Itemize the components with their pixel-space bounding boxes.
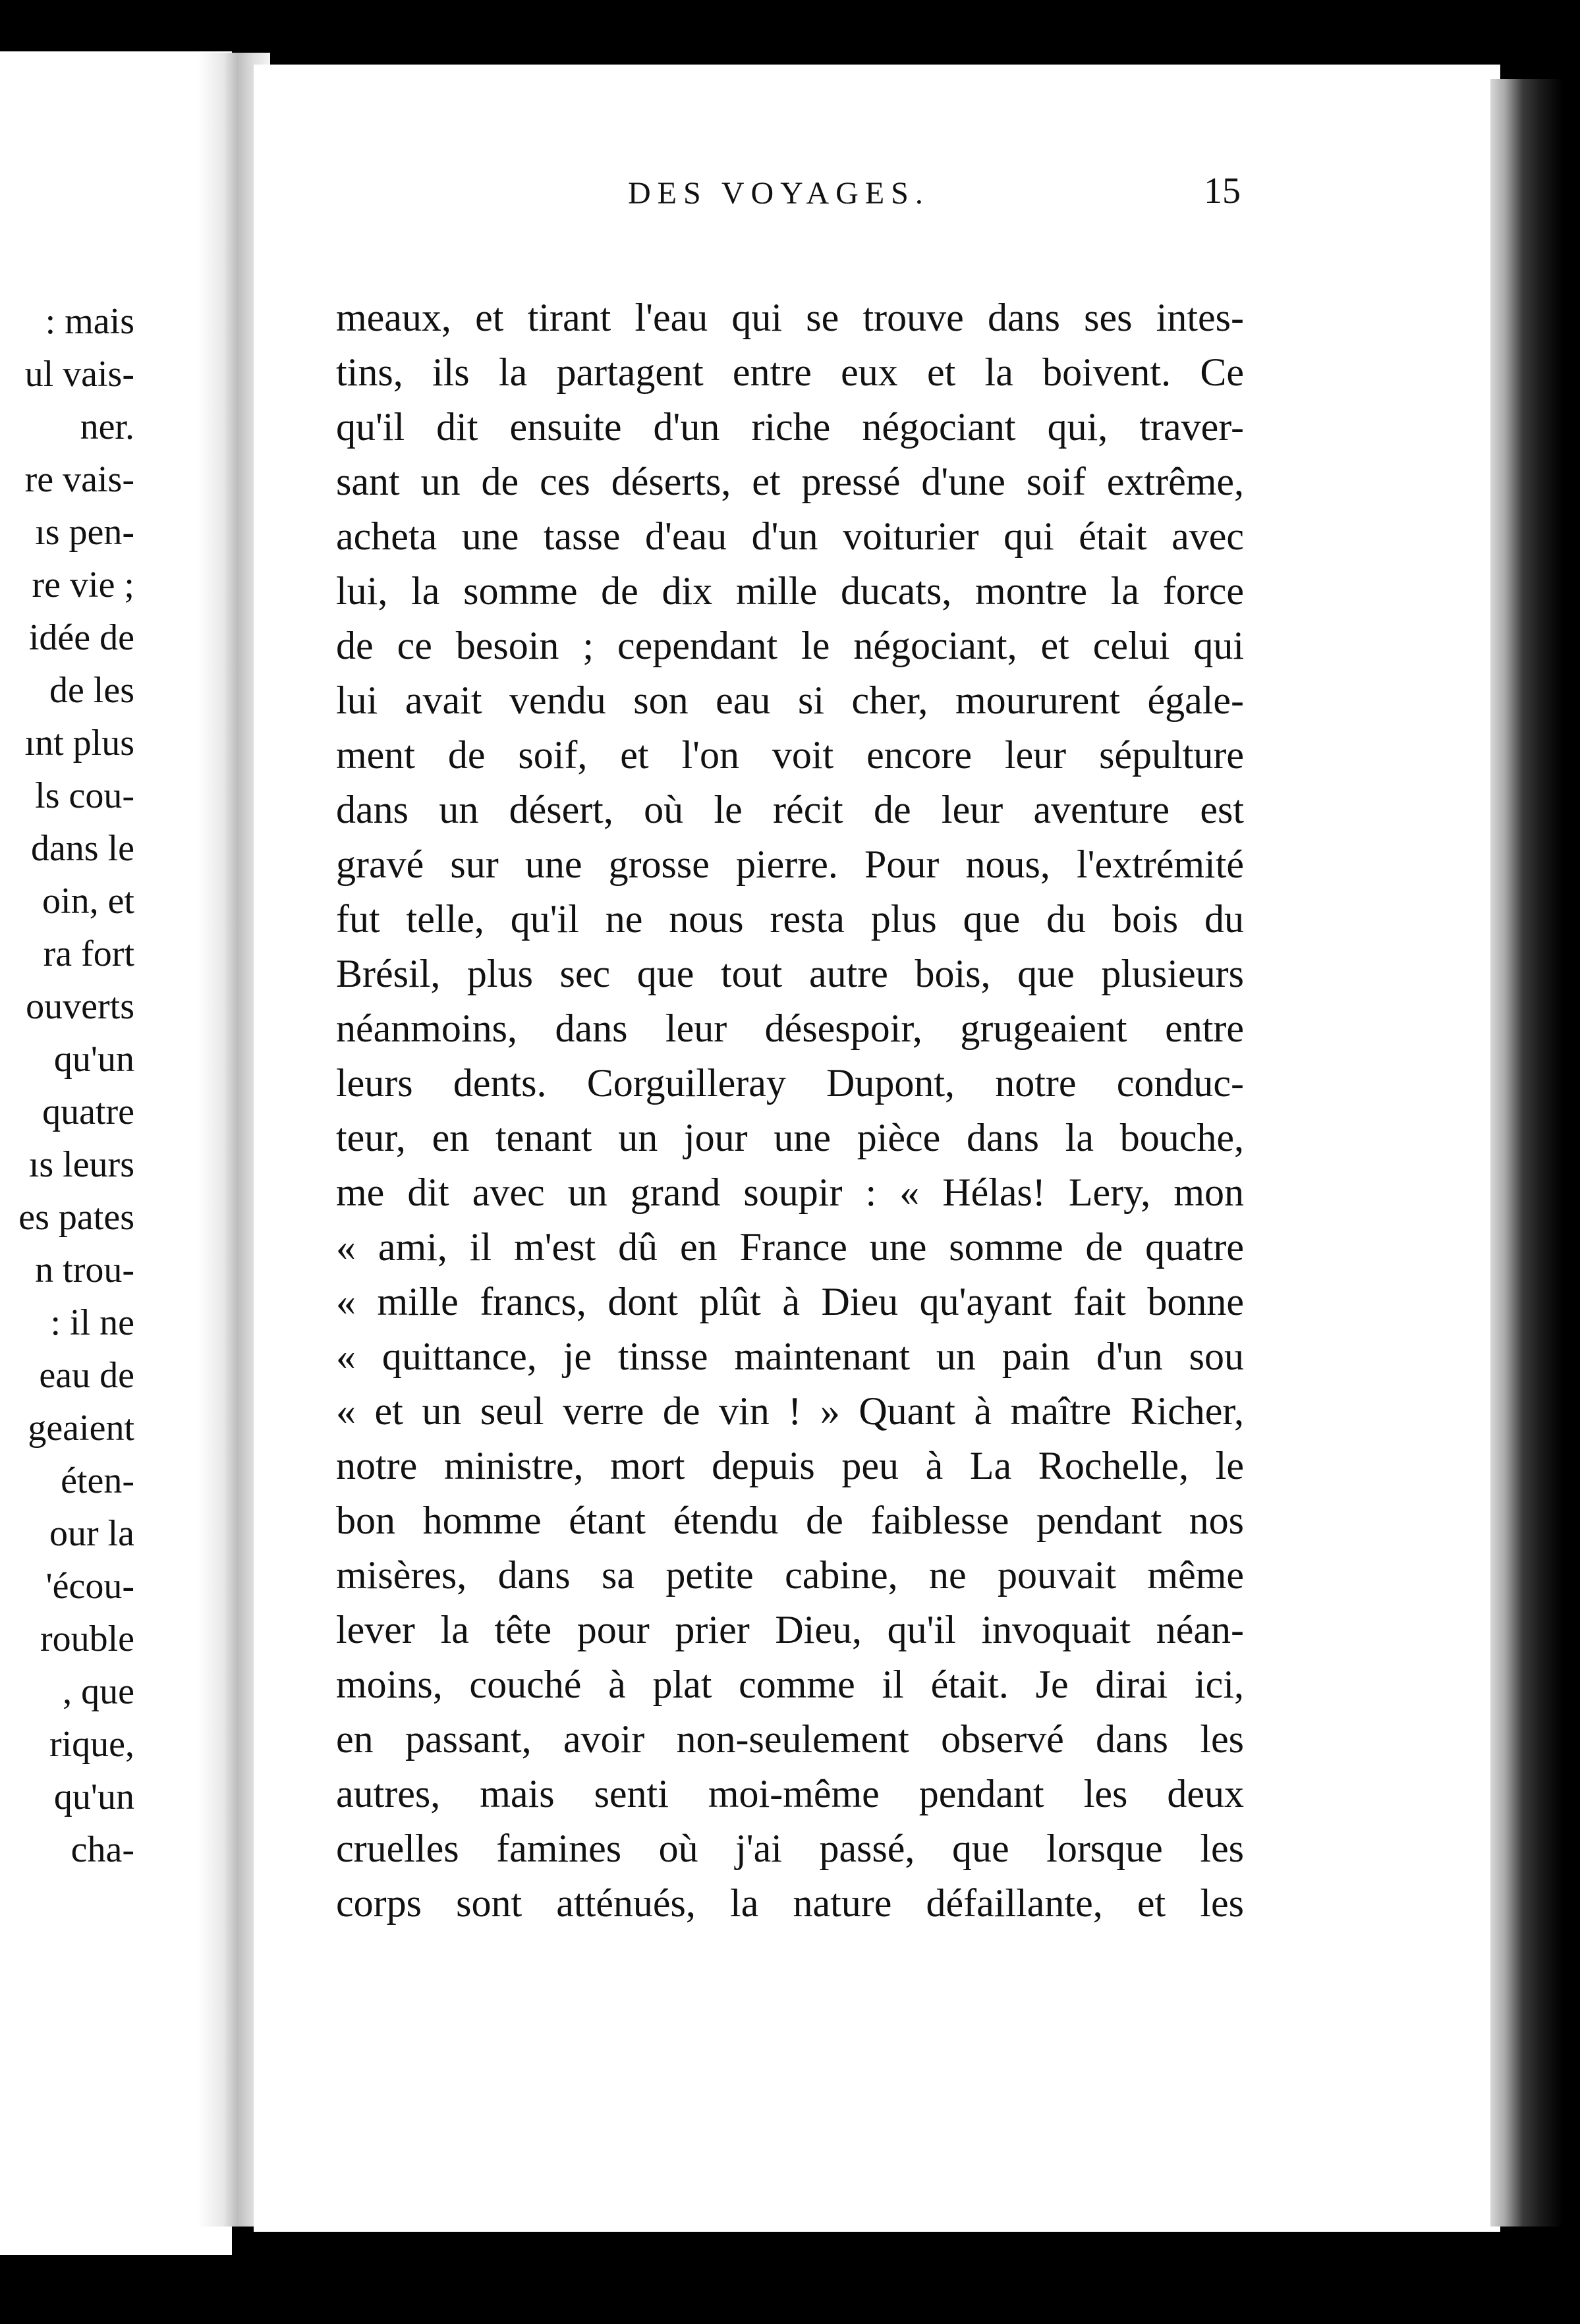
body-line: acheta une tasse d'eau d'un voiturier qui était avec [336, 514, 1244, 558]
body-line: gravé sur une grosse pierre. Pour nous, l'extrémité [336, 843, 1244, 886]
left-fragment-line: éten- [61, 1460, 134, 1501]
left-fragment-line: idée de [28, 617, 134, 658]
left-fragment-line: quatre [42, 1092, 134, 1132]
left-fragment-line: ouverts [26, 986, 134, 1027]
body-line: bon homme étant étendu de faiblesse pendant nos [336, 1499, 1244, 1542]
body-line: lever la tête pour prier Dieu, qu'il invoquait néan- [336, 1608, 1244, 1651]
body-line: tins, ils la partagent entre eux et la boivent. Ce [336, 350, 1244, 394]
left-fragment-line: qu'un [53, 1777, 134, 1817]
body-line: qu'il dit ensuite d'un riche négociant qui, traver- [336, 405, 1244, 449]
left-fragment-line: geaient [28, 1408, 134, 1449]
left-fragment-line: qu'un [53, 1039, 134, 1080]
left-fragment-line: rouble [40, 1618, 134, 1659]
body-line: sant un de ces déserts, et pressé d'une soif extrême, [336, 460, 1244, 503]
body-line: cruelles famines où j'ai passé, que lorsque les [336, 1827, 1244, 1870]
left-fragment-line: 'écou- [45, 1566, 134, 1607]
left-fragment-line: de les [49, 670, 134, 711]
left-fragment-line: oin, et [42, 881, 134, 922]
body-line: me dit avec un grand soupir : « Hélas! Lery, mon [336, 1171, 1244, 1214]
left-fragment-line: cha- [71, 1829, 134, 1870]
body-line: corps sont atténués, la nature défaillante, et les [336, 1881, 1244, 1925]
body-line: « et un seul verre de vin ! » Quant à maître Richer, [336, 1389, 1244, 1433]
body-line: leurs dents. Corguilleray Dupont, notre conduc- [336, 1061, 1244, 1105]
left-fragment-line: rique, [49, 1724, 134, 1765]
left-fragment-line: our la [49, 1513, 134, 1554]
left-fragment-line: es pates [18, 1197, 134, 1238]
left-fragment-line: n trou- [35, 1250, 134, 1290]
body-line: dans un désert, où le récit de leur aventure est [336, 788, 1244, 831]
left-fragment-line: dans le [30, 828, 134, 869]
body-line: misères, dans sa petite cabine, ne pouvait même [336, 1553, 1244, 1597]
body-line: en passant, avoir non-seulement observé dans les [336, 1717, 1244, 1761]
body-line: néanmoins, dans leur désespoir, grugeaient entre [336, 1007, 1244, 1050]
page-edge-shadow [1490, 79, 1563, 2227]
left-fragment-line: , que [63, 1671, 134, 1712]
running-head [381, 169, 1241, 221]
left-fragment-line: ner. [80, 406, 134, 447]
body-line: autres, mais senti moi-même pendant les deux [336, 1772, 1244, 1815]
left-fragment-line: ınt plus [24, 723, 134, 763]
left-fragment-line: re vais- [24, 459, 134, 500]
body-line: « ami, il m'est dû en France une somme de quatre [336, 1225, 1244, 1269]
body-line: fut telle, qu'il ne nous resta plus que du bois du [336, 897, 1244, 941]
left-fragment-line: : il ne [50, 1302, 134, 1343]
left-fragment-line: ul vais- [24, 354, 134, 395]
body-line: lui, la somme de dix mille ducats, montre la force [336, 569, 1244, 613]
body-line: teur, en tenant un jour une pièce dans la bouche, [336, 1116, 1244, 1159]
page-number: 15 [1204, 171, 1241, 211]
left-fragment-line: : mais [45, 301, 134, 342]
body-line: moins, couché à plat comme il était. Je dirai ici, [336, 1663, 1244, 1706]
left-fragment-line: ls cou- [35, 775, 134, 816]
left-fragment-line: ıs pen- [35, 512, 134, 553]
body-line: de ce besoin ; cependant le négociant, et celui qui [336, 624, 1244, 667]
left-fragment-line: ra fort [43, 933, 134, 974]
body-line: meaux, et tirant l'eau qui se trouve dans ses intes- [336, 296, 1244, 339]
running-title: DES VOYAGES. [628, 176, 930, 211]
body-line: ment de soif, et l'on voit encore leur sépulture [336, 733, 1244, 777]
body-line: notre ministre, mort depuis peu à La Rochelle, le [336, 1444, 1244, 1487]
left-fragment-line: eau de [39, 1355, 134, 1396]
left-fragment-line: ıs leurs [28, 1144, 134, 1185]
body-line: Brésil, plus sec que tout autre bois, que plusieurs [336, 952, 1244, 995]
left-fragment-line: re vie ; [32, 565, 134, 605]
body-line: « quittance, je tinsse maintenant un pain d'un sou [336, 1335, 1244, 1378]
body-line: lui avait vendu son eau si cher, moururent égale- [336, 678, 1244, 722]
body-line: « mille francs, dont plût à Dieu qu'ayant fait bonne [336, 1280, 1244, 1323]
